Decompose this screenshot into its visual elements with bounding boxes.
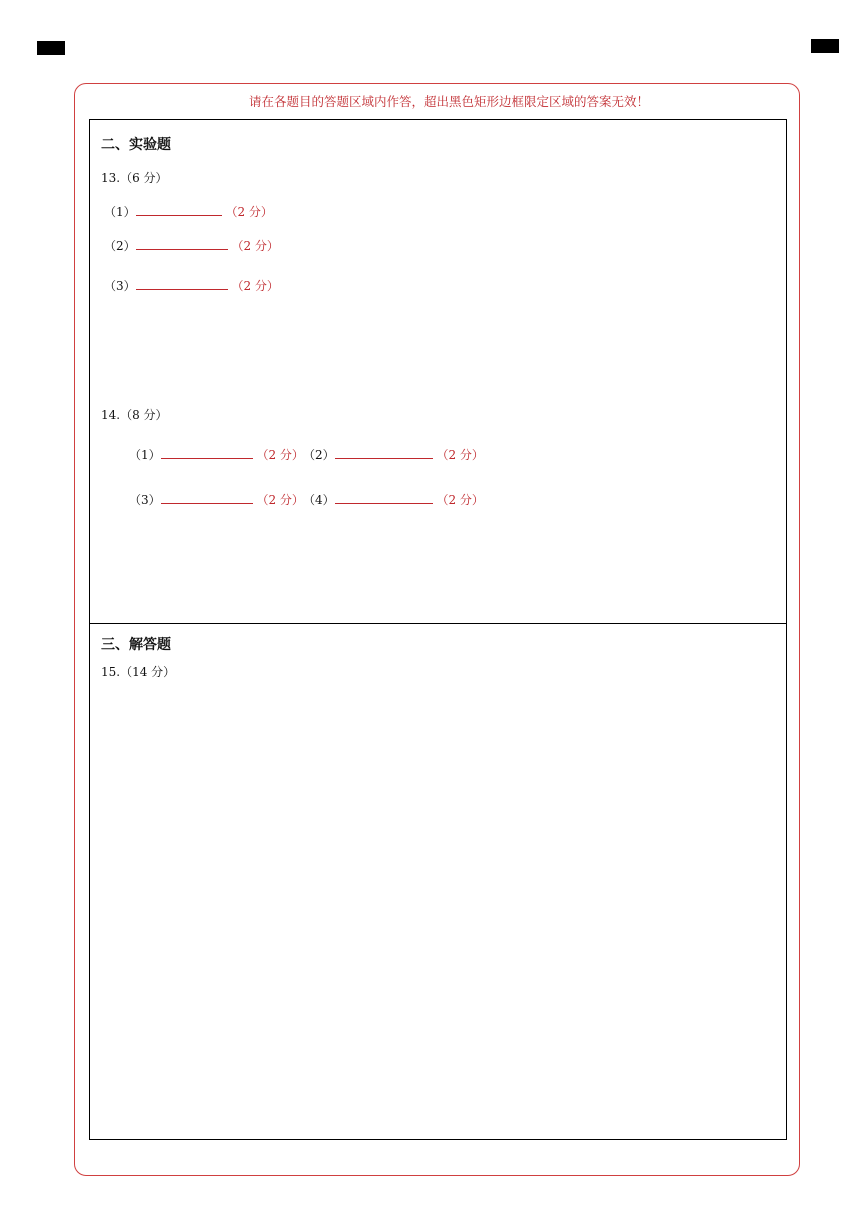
part-label: （2） bbox=[303, 448, 335, 462]
answer-blank[interactable] bbox=[161, 446, 253, 459]
section-title-experiment: 二、实验题 bbox=[101, 137, 171, 153]
alignment-mark-left bbox=[37, 41, 65, 55]
q13-part-1 bbox=[104, 203, 273, 220]
q14-part-4 bbox=[303, 491, 484, 508]
question-13-number: 13.（6 分） bbox=[101, 171, 168, 185]
points-label: （2 分） bbox=[225, 205, 273, 219]
q14-part-2 bbox=[303, 446, 484, 463]
points-label: （2 分） bbox=[256, 448, 304, 462]
part-label: （3） bbox=[104, 279, 136, 293]
points-label: （2 分） bbox=[436, 448, 484, 462]
q13-part-2 bbox=[104, 237, 279, 254]
points-label: （2 分） bbox=[231, 279, 279, 293]
q13-part-3 bbox=[104, 277, 279, 294]
q14-part-1 bbox=[129, 446, 304, 463]
answer-area-q15[interactable] bbox=[92, 690, 782, 1135]
part-label: （4） bbox=[303, 493, 335, 507]
answer-blank[interactable] bbox=[335, 446, 433, 459]
section-title-answer: 三、解答题 bbox=[101, 637, 171, 653]
question-14-number: 14.（8 分） bbox=[101, 408, 168, 422]
part-label: （1） bbox=[104, 205, 136, 219]
part-label: （3） bbox=[129, 493, 161, 507]
notice-text: 请在各题目的答题区域内作答，超出黑色矩形边框限定区域的答案无效！ bbox=[248, 94, 649, 109]
question-15-number: 15.（14 分） bbox=[101, 665, 176, 679]
answer-blank[interactable] bbox=[161, 491, 253, 504]
points-label: （2 分） bbox=[231, 239, 279, 253]
part-label: （1） bbox=[129, 448, 161, 462]
answer-blank[interactable] bbox=[136, 237, 228, 250]
alignment-mark-right bbox=[811, 39, 839, 53]
experiment-section-box bbox=[89, 119, 787, 624]
points-label: （2 分） bbox=[436, 493, 484, 507]
part-label: （2） bbox=[104, 239, 136, 253]
points-label: （2 分） bbox=[256, 493, 304, 507]
answer-blank[interactable] bbox=[136, 203, 222, 216]
answer-blank[interactable] bbox=[335, 491, 433, 504]
answer-blank[interactable] bbox=[136, 277, 228, 290]
q14-part-3 bbox=[129, 491, 304, 508]
